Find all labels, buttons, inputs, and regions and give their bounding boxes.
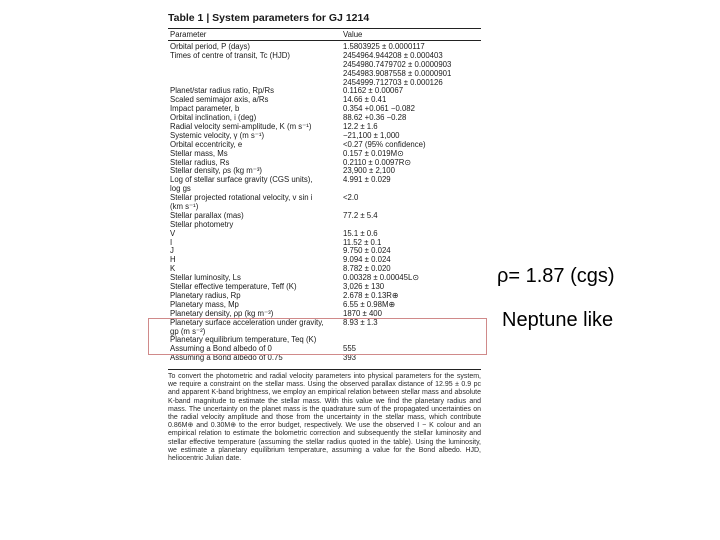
value-cell: 0.2110 ± 0.0097R⊙ xyxy=(343,157,411,167)
value-cell: 0.354 +0.061 −0.082 xyxy=(343,104,415,114)
parameter-cell: Stellar density, ρs (kg m⁻³) xyxy=(170,166,263,176)
parameter-cell: log gs xyxy=(170,184,191,194)
header-value: Value xyxy=(343,30,363,39)
table-row xyxy=(168,194,481,203)
table-header-row xyxy=(168,28,481,41)
parameter-cell: Planetary radius, Rp xyxy=(170,290,241,300)
table-body xyxy=(168,43,481,363)
parameter-cell: V xyxy=(170,228,176,238)
parameter-cell: Stellar photometry xyxy=(170,219,234,229)
parameter-cell: J xyxy=(170,246,174,256)
value-cell: 0.1162 ± 0.00067 xyxy=(343,86,404,96)
parameter-cell: Orbital eccentricity, e xyxy=(170,139,243,149)
value-cell: <2.0 xyxy=(343,193,359,203)
parameter-cell: Planetary equilibrium temperature, Teq (K) xyxy=(170,335,317,345)
parameter-cell: H xyxy=(170,255,176,265)
planet-params-highlight-box xyxy=(148,318,487,355)
value-cell: 2454964.944208 ± 0.000403 xyxy=(343,50,443,60)
parameter-cell: Orbital period, P (days) xyxy=(170,42,251,51)
header-parameter: Parameter xyxy=(170,30,207,39)
value-cell: 2454980.7479702 ± 0.0000903 xyxy=(343,59,452,69)
parameter-cell: Stellar luminosity, Ls xyxy=(170,273,241,283)
value-cell: 11.52 ± 0.1 xyxy=(343,237,382,247)
parameter-cell: Planet/star radius ratio, Rp/Rs xyxy=(170,86,275,96)
value-cell: 2454983.9087558 ± 0.0000901 xyxy=(343,68,452,78)
value-cell: 393 xyxy=(343,353,357,363)
parameter-cell: gp (m s⁻²) xyxy=(170,326,206,336)
value-cell: 3,026 ± 130 xyxy=(343,282,385,292)
parameter-cell: Planetary surface acceleration under gravity, xyxy=(170,317,324,327)
value-cell: 15.1 ± 0.6 xyxy=(343,228,378,238)
table-row xyxy=(168,230,481,239)
parameter-cell: Stellar mass, Ms xyxy=(170,148,228,158)
parameter-cell: (km s⁻¹) xyxy=(170,202,199,212)
parameter-cell: K xyxy=(170,264,176,274)
value-cell: 23,900 ± 2,100 xyxy=(343,166,395,176)
table-row xyxy=(168,176,481,185)
table-row xyxy=(168,221,481,230)
parameter-cell: Assuming a Bond albedo of 0 xyxy=(170,344,272,354)
value-cell: 4.991 ± 0.029 xyxy=(343,175,391,185)
table-row xyxy=(168,239,481,248)
value-cell: 9.750 ± 0.024 xyxy=(343,246,391,256)
parameter-cell: Assuming a Bond albedo of 0.75 xyxy=(170,353,283,363)
parameter-cell: Times of centre of transit, Tc (HJD) xyxy=(170,50,291,60)
parameter-cell: Stellar effective temperature, Teff (K) xyxy=(170,282,297,292)
table-footnote: To convert the photometric and radial velocity parameters into physical parameters for the system, we require a constraint on the stellar mass. Using the observed parallax distance of 12.95 ± 0.9 pc and apparent K-band brightness, we employ an empirical relation between stellar mass and absolute K-band magnitude to estimate the stellar mass. With this value we find the planetary radius and mass. The uncertainty on the planet mass is the quadrature sum of the propagated uncertainties on the radial velocity amplitude and those from the uncertainty in the stellar mass, which contribute 0.86M⊕ and 0.30M⊕ to the error budget, respectively. We use the observed I − K colour and an empirical relation to estimate the bolometric correction and subsequently the stellar luminosity and stellar effective temperature (assuming the stellar radius quoted in the table). Using the luminosity, we estimate a planetary equilibrium temperature, assuming a value for the Bond albedo. HJD, heliocentric Julian date. xyxy=(168,369,481,463)
value-cell: 0.00328 ± 0.00045L⊙ xyxy=(343,273,419,283)
value-cell: 14.66 ± 0.41 xyxy=(343,95,387,105)
parameter-cell: Planetary density, ρp (kg m⁻³) xyxy=(170,308,274,318)
parameter-cell: Radial velocity semi-amplitude, K (m s⁻¹) xyxy=(170,122,312,132)
value-cell: 6.55 ± 0.98M⊕ xyxy=(343,299,395,309)
parameter-cell: Stellar parallax (mas) xyxy=(170,210,244,220)
parameter-cell: Impact parameter, b xyxy=(170,104,240,114)
value-cell: 88.62 +0.36 −0.28 xyxy=(343,113,407,123)
value-cell: 1.5803925 ± 0.0000117 xyxy=(343,42,425,51)
table-title: Table 1 | System parameters for GJ 1214 xyxy=(168,12,370,24)
parameter-cell: I xyxy=(170,237,173,247)
value-cell: 2.678 ± 0.13R⊕ xyxy=(343,290,399,300)
parameter-cell: Stellar radius, Rs xyxy=(170,157,230,167)
value-cell: 77.2 ± 5.4 xyxy=(343,210,378,220)
parameter-cell: Orbital inclination, i (deg) xyxy=(170,113,257,123)
parameter-cell: Systemic velocity, γ (m s⁻¹) xyxy=(170,130,265,140)
value-cell: 555 xyxy=(343,344,357,354)
parameter-cell: Log of stellar surface gravity (CGS units), xyxy=(170,175,313,185)
value-cell: −21,100 ± 1,000 xyxy=(343,130,400,140)
system-parameters-table xyxy=(168,12,481,517)
table-row xyxy=(168,354,481,363)
neptune-like-annotation: Neptune like xyxy=(502,309,614,331)
parameter-cell: Planetary mass, Mp xyxy=(170,299,239,309)
table-row xyxy=(168,256,481,265)
parameter-cell: Stellar projected rotational velocity, v sin i xyxy=(170,193,313,203)
value-cell: 0.157 ± 0.019M⊙ xyxy=(343,148,404,158)
table-row xyxy=(168,247,481,256)
parameter-cell: Scaled semimajor axis, a/Rs xyxy=(170,95,269,105)
value-cell: 8.782 ± 0.020 xyxy=(343,264,391,274)
value-cell: 8.93 ± 1.3 xyxy=(343,317,378,327)
value-cell: 12.2 ± 1.6 xyxy=(343,122,378,132)
value-cell: <0.27 (95% confidence) xyxy=(343,139,426,149)
value-cell: 1870 ± 400 xyxy=(343,308,382,318)
value-cell: 2454999.712703 ± 0.000126 xyxy=(343,77,443,87)
value-cell: 9.094 ± 0.024 xyxy=(343,255,391,265)
density-annotation: ρ= 1.87 (cgs) xyxy=(497,265,615,287)
